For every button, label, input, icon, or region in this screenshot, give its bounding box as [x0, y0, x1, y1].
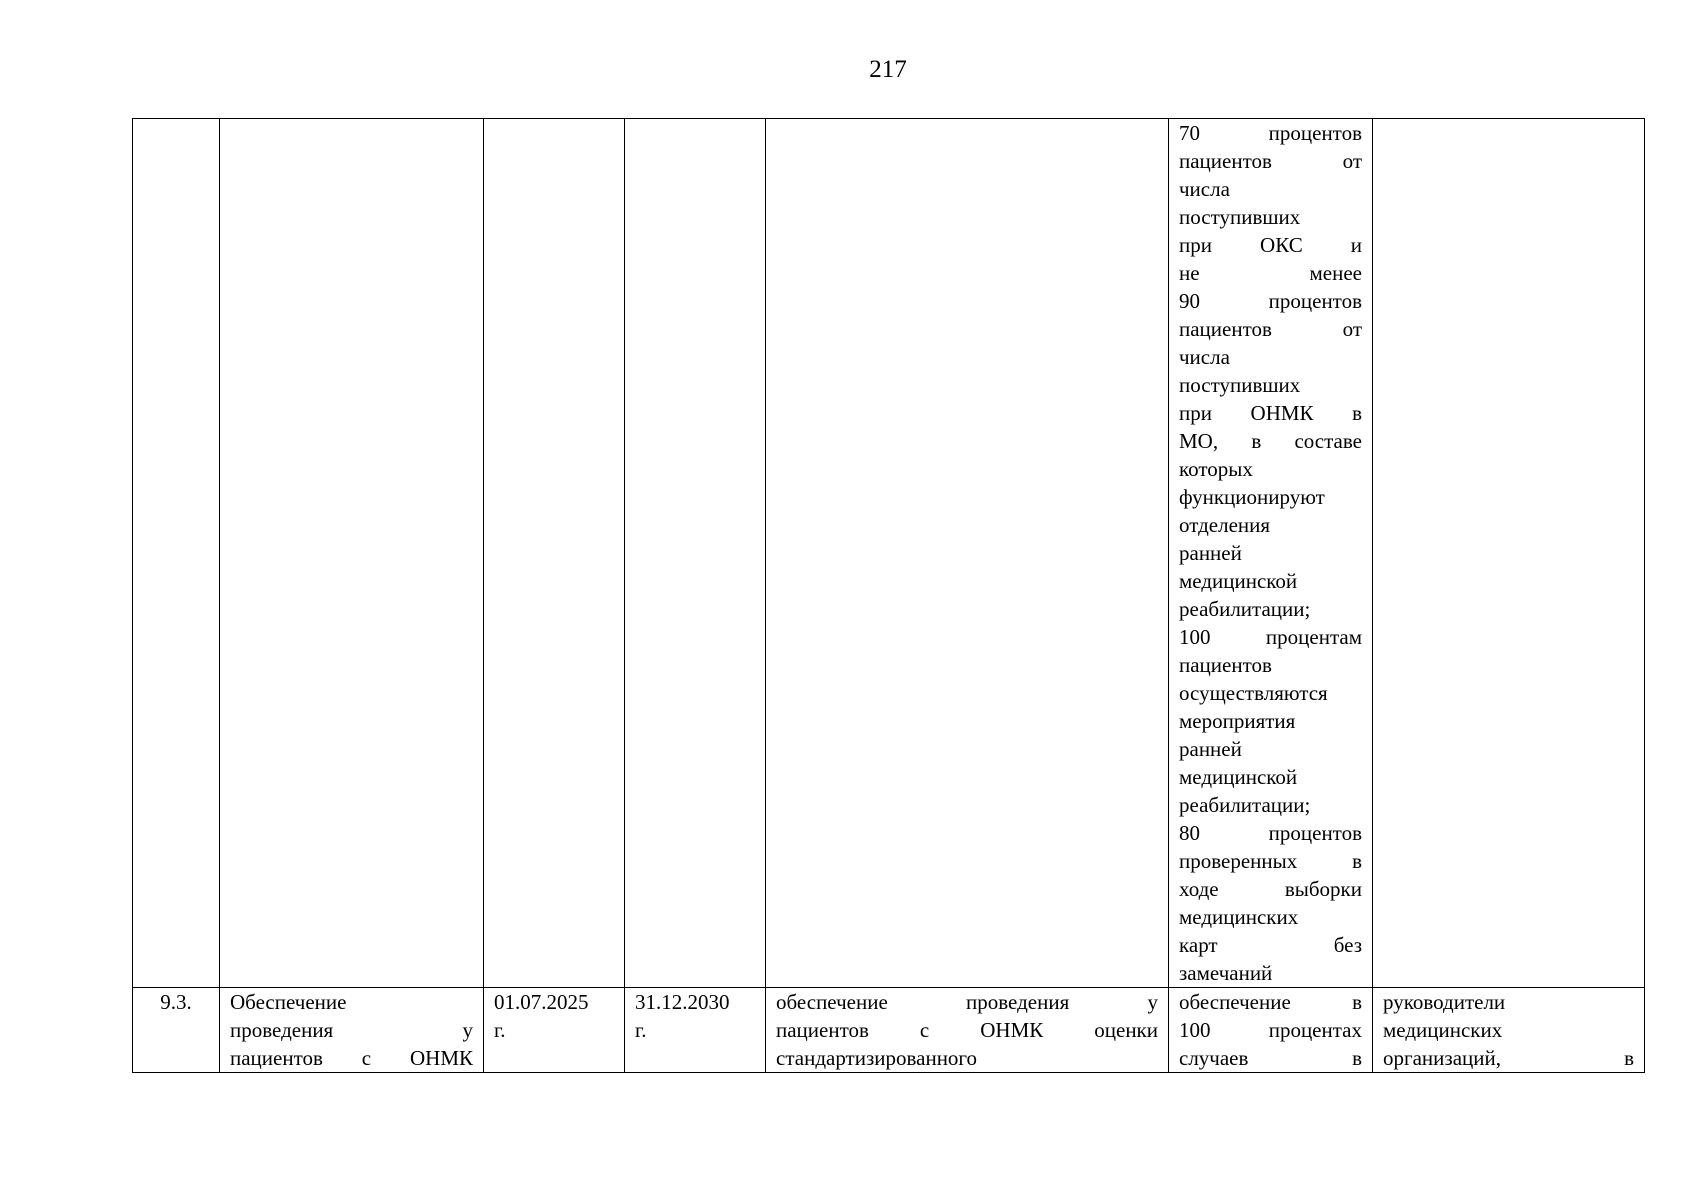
cell-end-date: [625, 988, 766, 1073]
cell-start-date: [484, 119, 625, 988]
result-line: при ОКС и: [1179, 233, 1362, 257]
result-line: не менее: [1179, 261, 1362, 285]
result-line: реабилитации;: [1179, 793, 1311, 817]
result-line: медицинских: [1179, 905, 1299, 929]
cell-number: [133, 119, 220, 988]
description-line-1: обеспечение проведения у: [776, 990, 1158, 1014]
result-line: поступивших: [1179, 373, 1301, 397]
document-table: [132, 118, 1645, 1073]
title-line-2: проведения у: [230, 1018, 473, 1042]
result-line: ранней: [1179, 541, 1242, 565]
result-line: медицинской: [1179, 765, 1298, 789]
result-line-1: обеспечение в: [1179, 990, 1362, 1014]
cell-responsible: [1373, 119, 1645, 988]
result-line: замечаний: [1179, 961, 1273, 985]
result-line: карт без: [1179, 933, 1362, 957]
title-line-1: Обеспечение: [230, 990, 347, 1014]
result-line: отделения: [1179, 513, 1271, 537]
result-line: поступивших: [1179, 205, 1301, 229]
result-line: ходе выборки: [1179, 877, 1362, 901]
end-date-line-1: 31.12.2030: [635, 990, 730, 1014]
description-line-3: стандартизированного: [776, 1046, 978, 1070]
result-line: которых: [1179, 457, 1253, 481]
cell-result: [1169, 988, 1373, 1073]
result-line: 80 процентов: [1179, 821, 1362, 845]
result-line: 90 процентов: [1179, 289, 1362, 313]
cell-description: [766, 119, 1169, 988]
cell-number: [133, 988, 220, 1073]
result-line: пациентов от: [1179, 149, 1362, 173]
description-line-2: пациентов с ОНМК оценки: [776, 1018, 1158, 1042]
end-date-line-2: г.: [635, 1018, 647, 1042]
responsible-line-1: руководители: [1383, 990, 1506, 1014]
cell-result: [1169, 119, 1373, 988]
result-line: осуществляются: [1179, 681, 1328, 705]
table-row-9-3: [133, 988, 1645, 1073]
result-line: 100 процентам: [1179, 625, 1362, 649]
result-line: при ОНМК в: [1179, 401, 1362, 425]
result-line: МО, в составе: [1179, 429, 1362, 453]
result-line: числа: [1179, 177, 1230, 201]
result-line: пациентов: [1179, 653, 1272, 677]
result-line: ранней: [1179, 737, 1242, 761]
result-text: [1179, 119, 1362, 987]
page-number: 217: [869, 56, 907, 83]
result-line: пациентов от: [1179, 317, 1362, 341]
cell-end-date: [625, 119, 766, 988]
result-line: функционируют: [1179, 485, 1325, 509]
result-line: проверенных в: [1179, 849, 1362, 873]
result-line: медицинской: [1179, 569, 1298, 593]
row-number: 9.3.: [160, 990, 192, 1014]
start-date-line-1: 01.07.2025: [494, 990, 589, 1014]
cell-title: [220, 119, 484, 988]
result-line: числа: [1179, 345, 1230, 369]
cell-description: [766, 988, 1169, 1073]
responsible-line-2: медицинских: [1383, 1018, 1503, 1042]
cell-responsible: [1373, 988, 1645, 1073]
cell-title: [220, 988, 484, 1073]
responsible-line-3: организаций, в: [1383, 1046, 1634, 1070]
cell-start-date: [484, 988, 625, 1073]
continuation-row: [133, 119, 1645, 988]
start-date-line-2: г.: [494, 1018, 506, 1042]
result-line: реабилитации;: [1179, 597, 1311, 621]
result-line: 70 процентов: [1179, 121, 1362, 145]
title-line-3: пациентов с ОНМК: [230, 1046, 473, 1070]
result-line-3: случаев в: [1179, 1046, 1362, 1070]
result-line: мероприятия: [1179, 709, 1296, 733]
result-line-2: 100 процентах: [1179, 1018, 1362, 1042]
